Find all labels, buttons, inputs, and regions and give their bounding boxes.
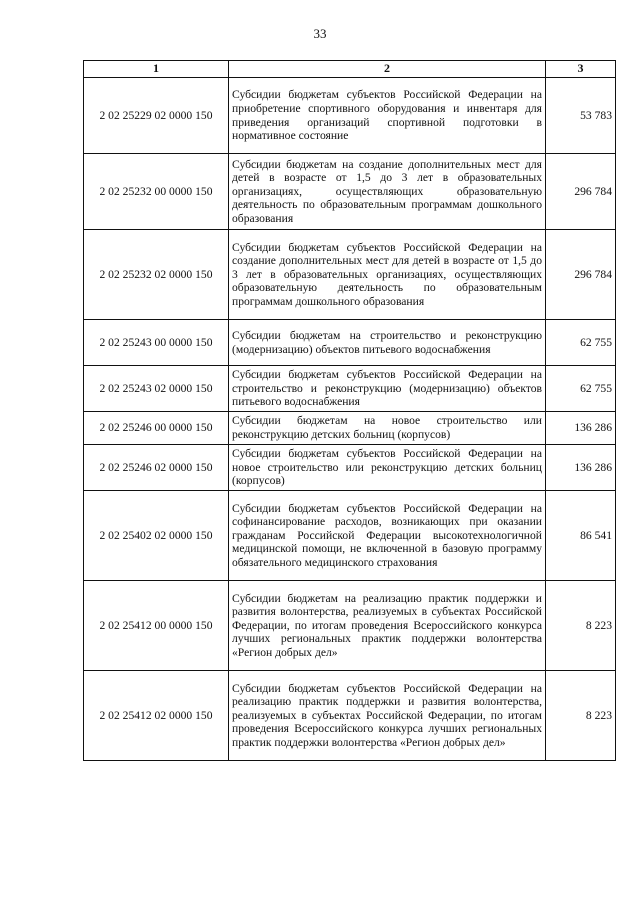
row-description: Субсидии бюджетам на реализацию практик поддержки и развития волонтерства, реализуемых в субъектах Российской Федерации, по итогам проведения Всероссийского конкурса лучших региональных практик поддержки волонтерства «Регион добрых дел» — [229, 581, 546, 671]
row-code: 2 02 25412 02 0000 150 — [84, 671, 229, 761]
row-amount: 8 223 — [546, 581, 616, 671]
column-header-1: 1 — [84, 61, 229, 78]
row-amount: 136 286 — [546, 412, 616, 445]
table-row — [84, 671, 616, 761]
table-row — [84, 491, 616, 581]
row-code: 2 02 25246 00 0000 150 — [84, 412, 229, 445]
row-description: Субсидии бюджетам субъектов Российской Федерации на новое строительство или реконструкцию детских больниц (корпусов) — [229, 445, 546, 491]
table-row — [84, 154, 616, 230]
row-code: 2 02 25246 02 0000 150 — [84, 445, 229, 491]
row-description: Субсидии бюджетам субъектов Российской Федерации на создание дополнительных мест для детей в возрасте от 1,5 до 3 лет в образовательных организациях, осуществляющих образовательную деятельность по образовательным программам дошкольного образования — [229, 230, 546, 320]
row-code: 2 02 25232 00 0000 150 — [84, 154, 229, 230]
row-description: Субсидии бюджетам на создание дополнительных мест для детей в возрасте от 1,5 до 3 лет в образовательных организациях, осуществляющих образовательную деятельность по образовательным программам дошкольного образования — [229, 154, 546, 230]
row-amount: 136 286 — [546, 445, 616, 491]
table-row — [84, 366, 616, 412]
table-row — [84, 445, 616, 491]
column-header-2: 2 — [229, 61, 546, 78]
row-code: 2 02 25229 02 0000 150 — [84, 78, 229, 154]
row-amount: 296 784 — [546, 154, 616, 230]
row-amount: 8 223 — [546, 671, 616, 761]
row-code: 2 02 25243 02 0000 150 — [84, 366, 229, 412]
row-code: 2 02 25412 00 0000 150 — [84, 581, 229, 671]
row-description: Субсидии бюджетам на новое строительство или реконструкцию детских больниц (корпусов) — [229, 412, 546, 445]
row-code: 2 02 25402 02 0000 150 — [84, 491, 229, 581]
row-amount: 296 784 — [546, 230, 616, 320]
table-row — [84, 230, 616, 320]
row-description: Субсидии бюджетам субъектов Российской Федерации на приобретение спортивного оборудования и инвентаря для приведения организаций спортивной подготовки в нормативное состояние — [229, 78, 546, 154]
row-amount: 86 541 — [546, 491, 616, 581]
row-description: Субсидии бюджетам субъектов Российской Федерации на реализацию практик поддержки и развития волонтерства, реализуемых в субъектах Российской Федерации, по итогам проведения Всероссийского конкурса лучших региональных практик поддержки волонтерства «Регион добрых дел» — [229, 671, 546, 761]
table-row — [84, 78, 616, 154]
table-row — [84, 581, 616, 671]
row-amount: 62 755 — [546, 320, 616, 366]
column-header-3: 3 — [546, 61, 616, 78]
row-description: Субсидии бюджетам на строительство и реконструкцию (модернизацию) объектов питьевого водоснабжения — [229, 320, 546, 366]
row-description: Субсидии бюджетам субъектов Российской Федерации на софинансирование расходов, возникающих при оказании гражданам Российской Федерации высокотехнологичной медицинской помощи, не включенной в базовую программу обязательного медицинского страхования — [229, 491, 546, 581]
table-row — [84, 412, 616, 445]
row-amount: 62 755 — [546, 366, 616, 412]
page-number: 33 — [313, 26, 327, 41]
table-header-row — [84, 61, 616, 78]
row-code: 2 02 25232 02 0000 150 — [84, 230, 229, 320]
row-description: Субсидии бюджетам субъектов Российской Федерации на строительство и реконструкцию (модернизацию) объектов питьевого водоснабжения — [229, 366, 546, 412]
row-amount: 53 783 — [546, 78, 616, 154]
row-code: 2 02 25243 00 0000 150 — [84, 320, 229, 366]
table-row — [84, 320, 616, 366]
budget-table — [83, 60, 616, 761]
